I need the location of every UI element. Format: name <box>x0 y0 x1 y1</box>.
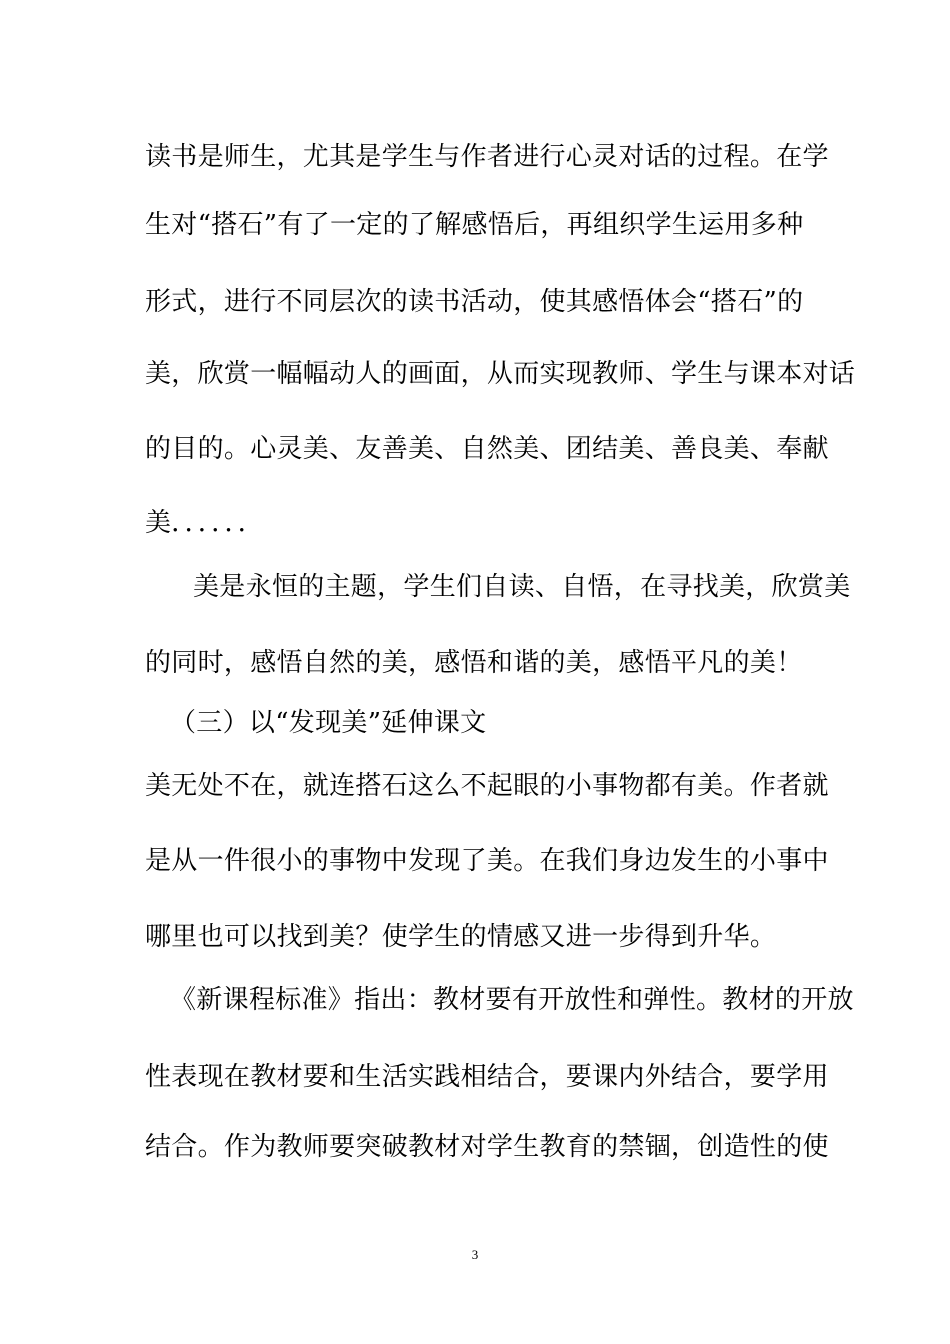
text-line: 美，欣赏一幅幅动人的画面，从而实现教师、学生与课本对话 <box>145 359 856 389</box>
paragraph-indented-line: 《新课程标准》指出：教材要有开放性和弹性。教材的开放 <box>170 985 854 1015</box>
text-line: 性表现在教材要和生活实践相结合，要课内外结合，要学用 <box>145 1062 829 1092</box>
text-line: 的目的。心灵美、友善美、自然美、团结美、善良美、奉献 <box>145 434 829 464</box>
text-line: 美．．．．．． <box>145 508 265 538</box>
text-line: 是从一件很小的事物中发现了美。在我们身边发生的小事中 <box>145 846 829 876</box>
text-line: 形式，进行不同层次的读书活动，使其感悟体会“搭石”的 <box>145 287 804 317</box>
text-line: 的同时，感悟自然的美，感悟和谐的美，感悟平凡的美！ <box>145 648 803 678</box>
text-line: 读书是师生，尤其是学生与作者进行心灵对话的过程。在学 <box>145 142 829 172</box>
text-line: 生对“搭石”有了一定的了解感悟后，再组织学生运用多种 <box>145 210 804 240</box>
text-line: 美无处不在，就连搭石这么不起眼的小事物都有美。作者就 <box>145 771 829 801</box>
text-line: 哪里也可以找到美？使学生的情感又进一步得到升华。 <box>145 922 777 952</box>
text-line: 结合。作为教师要突破教材对学生教育的禁锢，创造性的使 <box>145 1132 829 1162</box>
paragraph-indented-line: 美是永恒的主题，学生们自读、自悟，在寻找美，欣赏美 <box>193 572 851 602</box>
section-heading: （三）以“发现美”延伸课文 <box>170 708 487 738</box>
page-number: 3 <box>471 1247 479 1262</box>
